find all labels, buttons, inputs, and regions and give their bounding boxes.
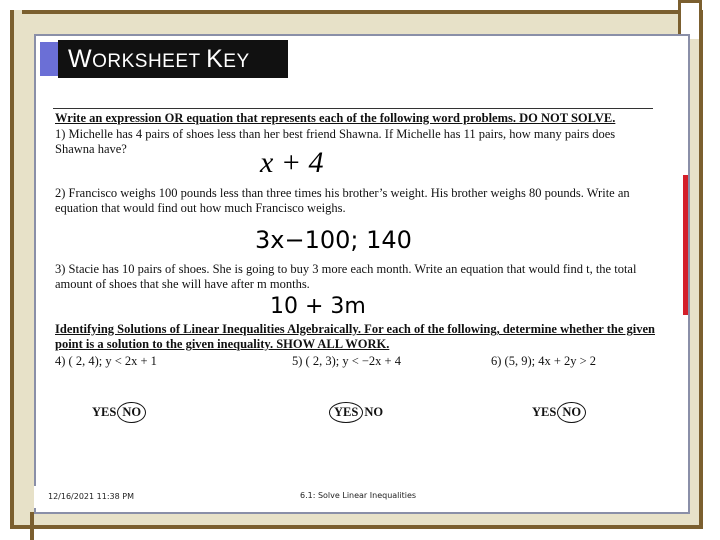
answer-5-no: NO [364, 405, 384, 419]
page-title [58, 40, 288, 78]
red-edge-accent [683, 175, 688, 315]
answer-6-no-circled: NO [557, 402, 586, 423]
footer-date: 12/16/2021 11:38 PM [48, 492, 134, 501]
answer-6-yes: YES [532, 405, 557, 419]
frame-border-right [699, 10, 703, 529]
instruction-inequalities: Identifying Solutions of Linear Inequalities Algebraically. For each of the following, determine whether the given point is a solution to the given inequality. SHOW ALL WORK. [55, 322, 655, 351]
worksheet-top-rule [53, 108, 653, 109]
title-cap-k: K [206, 45, 224, 73]
instruction-expressions: Write an expression OR equation that represents each of the following word problems. DO NOT SOLVE. [55, 111, 616, 125]
problem-6: 6) (5, 9); 4x + 2y > 2 [491, 354, 597, 368]
frame-border-bottom [10, 525, 703, 529]
frame-border-left [10, 10, 14, 529]
answer-4-yes: YES [92, 405, 117, 419]
problem-5: 5) ( 2, 3); y < −2x + 4 [292, 354, 401, 368]
problem-3: 3) Stacie has 10 pairs of shoes. She is going to buy 3 more each month. Write an equation that would find t, the total amount of shoes that she will have after m months. [55, 262, 637, 291]
answer-3: 10 + 3m [270, 294, 366, 319]
title-cap-w: W [68, 45, 93, 73]
problem-2: 2) Francisco weighs 100 pounds less than three times his brother’s weight. His brother weighs 80 pounds. Write an equation that would find out how much Francisco weighs. [55, 186, 630, 215]
problem-1: 1) Michelle has 4 pairs of shoes less than her best friend Shawna. If Michelle has 11 pairs, how many pairs does Shawna have? [55, 127, 616, 156]
title-accent-tab [40, 42, 58, 76]
answer-4-no-circled: NO [117, 402, 146, 423]
answer-4 [92, 402, 147, 423]
title-word-key: EY [223, 51, 250, 72]
footer-slide-title: 6.1: Solve Linear Inequalities [300, 491, 417, 500]
answer-1: x + 4 [260, 146, 324, 179]
answer-5 [328, 402, 383, 423]
answer-2: 3x−100; 140 [255, 226, 412, 254]
answer-5-yes-circled: YES [329, 402, 363, 423]
frame-bottom-accent [30, 512, 34, 540]
frame-border-top [22, 10, 692, 14]
problem-4: 4) ( 2, 4); y < 2x + 1 [55, 354, 157, 368]
answer-6 [532, 402, 587, 423]
title-word-worksheet: ORKSHEET [92, 51, 201, 72]
